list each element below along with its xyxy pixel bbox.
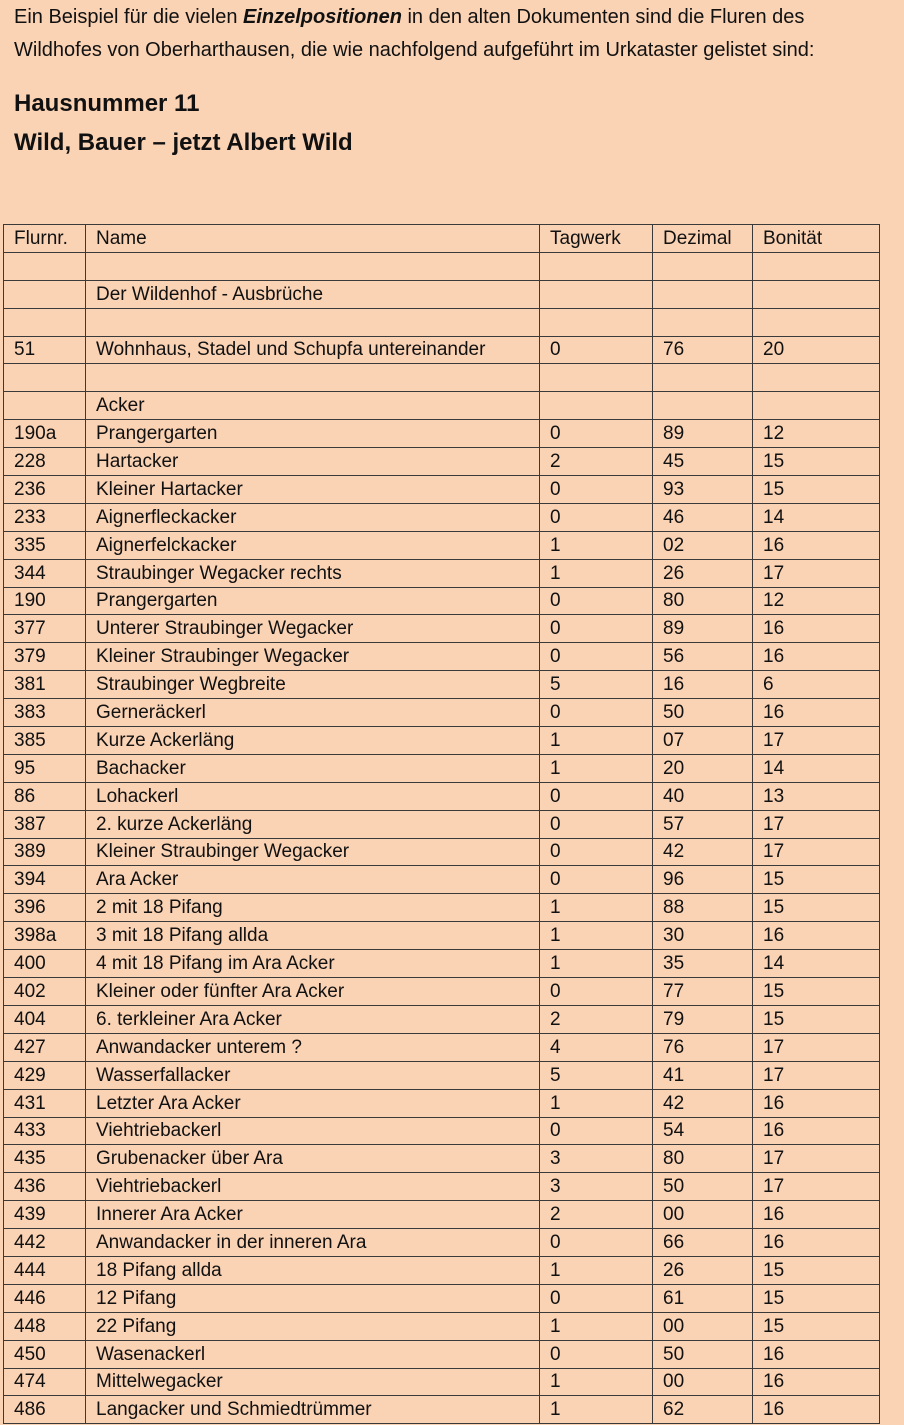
cell-bonitaet: 16 [753, 1089, 880, 1117]
cell-bonitaet: 20 [753, 336, 880, 364]
house-number-heading: Hausnummer 11 [14, 90, 200, 117]
cell-flurnr: 377 [4, 615, 86, 643]
cell-flurnr: 442 [4, 1229, 86, 1257]
table-row [4, 1061, 880, 1089]
cell-bonitaet: 16 [753, 615, 880, 643]
cell-flurnr: 444 [4, 1256, 86, 1284]
cell-tagwerk: 1 [540, 1089, 653, 1117]
cell-bonitaet: 16 [753, 1340, 880, 1368]
cell-flurnr: 474 [4, 1368, 86, 1396]
cell-bonitaet: 17 [753, 1145, 880, 1173]
cell-flurnr: 51 [4, 336, 86, 364]
cell-tagwerk: 0 [540, 838, 653, 866]
table-row [4, 364, 880, 392]
cell-flurnr [4, 392, 86, 420]
cell-dezimal: 76 [653, 1033, 753, 1061]
cell-dezimal: 07 [653, 727, 753, 755]
cell-flurnr: 228 [4, 448, 86, 476]
cell-flurnr: 95 [4, 754, 86, 782]
table-row [4, 1173, 880, 1201]
cell-flurnr: 446 [4, 1284, 86, 1312]
cell-name: Mittelwegacker [86, 1368, 540, 1396]
cell-name: 2 mit 18 Pifang [86, 894, 540, 922]
cell-flurnr [4, 252, 86, 280]
cell-flurnr: 450 [4, 1340, 86, 1368]
cell-name: Letzter Ara Acker [86, 1089, 540, 1117]
cell-dezimal: 50 [653, 1173, 753, 1201]
cell-dezimal: 00 [653, 1368, 753, 1396]
cell-name: Aignerfelckacker [86, 531, 540, 559]
cell-flurnr: 431 [4, 1089, 86, 1117]
cell-dezimal: 80 [653, 587, 753, 615]
table-row [4, 978, 880, 1006]
owner-heading: Wild, Bauer – jetzt Albert Wild [14, 129, 353, 156]
cell-dezimal: 54 [653, 1117, 753, 1145]
cell-flurnr: 402 [4, 978, 86, 1006]
cell-tagwerk: 0 [540, 866, 653, 894]
table-row [4, 727, 880, 755]
cell-bonitaet: 17 [753, 1033, 880, 1061]
cell-bonitaet: 17 [753, 727, 880, 755]
parcel-table-body [4, 225, 880, 1424]
table-row [4, 531, 880, 559]
cell-dezimal: 50 [653, 1340, 753, 1368]
cell-name: Unterer Straubinger Wegacker [86, 615, 540, 643]
cell-bonitaet: 15 [753, 476, 880, 504]
cell-tagwerk: 0 [540, 420, 653, 448]
cell-tagwerk: 3 [540, 1173, 653, 1201]
cell-flurnr: 396 [4, 894, 86, 922]
cell-bonitaet: 16 [753, 1396, 880, 1424]
table-row [4, 280, 880, 308]
table-row [4, 866, 880, 894]
table-row [4, 448, 880, 476]
cell-bonitaet: 13 [753, 782, 880, 810]
cell-tagwerk [540, 364, 653, 392]
cell-flurnr: 236 [4, 476, 86, 504]
table-row [4, 1396, 880, 1424]
cell-name: Kleiner Straubinger Wegacker [86, 643, 540, 671]
table-row [4, 1033, 880, 1061]
cell-tagwerk: 2 [540, 1201, 653, 1229]
cell-tagwerk: 1 [540, 922, 653, 950]
cell-bonitaet: 16 [753, 1368, 880, 1396]
cell-flurnr: 335 [4, 531, 86, 559]
cell-dezimal: 61 [653, 1284, 753, 1312]
cell-tagwerk: 0 [540, 1284, 653, 1312]
cell-name: Lohackerl [86, 782, 540, 810]
cell-flurnr: 436 [4, 1173, 86, 1201]
cell-tagwerk: 1 [540, 1368, 653, 1396]
cell-name: Kleiner Straubinger Wegacker [86, 838, 540, 866]
table-row [4, 615, 880, 643]
cell-tagwerk [540, 252, 653, 280]
cell-dezimal: 20 [653, 754, 753, 782]
cell-tagwerk: 1 [540, 1396, 653, 1424]
cell-name: Straubinger Wegacker rechts [86, 559, 540, 587]
cell-tagwerk: 0 [540, 810, 653, 838]
cell-bonitaet [753, 252, 880, 280]
table-row [4, 1312, 880, 1340]
cell-bonitaet: 15 [753, 1284, 880, 1312]
parcel-table [3, 224, 880, 1424]
cell-tagwerk: 3 [540, 1145, 653, 1173]
cell-bonitaet: 17 [753, 1173, 880, 1201]
cell-name [86, 364, 540, 392]
cell-tagwerk: 0 [540, 1117, 653, 1145]
cell-bonitaet [753, 280, 880, 308]
table-row [4, 420, 880, 448]
table-row [4, 1340, 880, 1368]
cell-dezimal: 50 [653, 699, 753, 727]
cell-bonitaet: 16 [753, 699, 880, 727]
cell-tagwerk: 0 [540, 782, 653, 810]
cell-bonitaet: 17 [753, 559, 880, 587]
cell-dezimal: 00 [653, 1201, 753, 1229]
table-row [4, 643, 880, 671]
cell-flurnr: 379 [4, 643, 86, 671]
header-dezimal: Dezimal [653, 225, 753, 253]
cell-flurnr: 394 [4, 866, 86, 894]
cell-tagwerk [540, 308, 653, 336]
cell-bonitaet: 14 [753, 950, 880, 978]
table-row [4, 559, 880, 587]
table-row [4, 1368, 880, 1396]
cell-name: Bachacker [86, 754, 540, 782]
cell-dezimal: 96 [653, 866, 753, 894]
cell-dezimal: 57 [653, 810, 753, 838]
cell-flurnr: 448 [4, 1312, 86, 1340]
cell-tagwerk: 0 [540, 336, 653, 364]
table-row [4, 754, 880, 782]
cell-dezimal: 42 [653, 1089, 753, 1117]
cell-bonitaet: 15 [753, 448, 880, 476]
cell-flurnr: 385 [4, 727, 86, 755]
cell-dezimal: 45 [653, 448, 753, 476]
cell-tagwerk: 1 [540, 950, 653, 978]
cell-tagwerk: 5 [540, 1061, 653, 1089]
cell-flurnr: 233 [4, 503, 86, 531]
intro-text-line2: Wildhofes von Oberharthausen, die wie nachfolgend aufgeführt im Urkataster gelistet sind: [14, 39, 815, 61]
table-row [4, 392, 880, 420]
cell-name: Kleiner Hartacker [86, 476, 540, 504]
cell-dezimal: 80 [653, 1145, 753, 1173]
table-row [4, 1145, 880, 1173]
cell-flurnr: 427 [4, 1033, 86, 1061]
cell-name: Prangergarten [86, 587, 540, 615]
cell-tagwerk: 0 [540, 476, 653, 504]
cell-flurnr: 433 [4, 1117, 86, 1145]
table-row [4, 1284, 880, 1312]
cell-flurnr [4, 308, 86, 336]
table-row [4, 950, 880, 978]
table-row [4, 1229, 880, 1257]
cell-dezimal: 62 [653, 1396, 753, 1424]
cell-bonitaet: 17 [753, 838, 880, 866]
table-row [4, 503, 880, 531]
cell-bonitaet: 15 [753, 1256, 880, 1284]
cell-dezimal: 66 [653, 1229, 753, 1257]
cell-bonitaet: 6 [753, 671, 880, 699]
cell-dezimal [653, 280, 753, 308]
cell-dezimal: 93 [653, 476, 753, 504]
cell-name: Wohnhaus, Stadel und Schupfa untereinander [86, 336, 540, 364]
cell-name: Anwandacker in der inneren Ara [86, 1229, 540, 1257]
header-tagwerk: Tagwerk [540, 225, 653, 253]
intro-paragraph [14, 1, 904, 67]
cell-dezimal [653, 392, 753, 420]
cell-dezimal: 46 [653, 503, 753, 531]
cell-bonitaet: 14 [753, 503, 880, 531]
cell-dezimal: 77 [653, 978, 753, 1006]
cell-tagwerk: 0 [540, 587, 653, 615]
table-row [4, 476, 880, 504]
intro-emphasis: Einzelpositionen [243, 6, 402, 28]
cell-flurnr: 404 [4, 1005, 86, 1033]
cell-name: Wasenackerl [86, 1340, 540, 1368]
cell-tagwerk: 0 [540, 615, 653, 643]
table-row [4, 1117, 880, 1145]
cell-tagwerk [540, 392, 653, 420]
cell-tagwerk: 0 [540, 978, 653, 1006]
cell-name: Innerer Ara Acker [86, 1201, 540, 1229]
table-row [4, 336, 880, 364]
cell-name: Der Wildenhof - Ausbrüche [86, 280, 540, 308]
cell-tagwerk: 1 [540, 1312, 653, 1340]
cell-name: 22 Pifang [86, 1312, 540, 1340]
cell-name: 2. kurze Ackerläng [86, 810, 540, 838]
cell-bonitaet: 12 [753, 420, 880, 448]
cell-name: Gerneräckerl [86, 699, 540, 727]
cell-name: Kleiner oder fünfter Ara Acker [86, 978, 540, 1006]
cell-dezimal: 79 [653, 1005, 753, 1033]
cell-dezimal: 56 [653, 643, 753, 671]
table-row [4, 699, 880, 727]
cell-tagwerk: 5 [540, 671, 653, 699]
cell-bonitaet: 16 [753, 1229, 880, 1257]
cell-dezimal: 02 [653, 531, 753, 559]
cell-tagwerk: 1 [540, 754, 653, 782]
cell-tagwerk: 1 [540, 559, 653, 587]
cell-tagwerk: 1 [540, 1256, 653, 1284]
cell-tagwerk [540, 280, 653, 308]
cell-name: Grubenacker über Ara [86, 1145, 540, 1173]
cell-dezimal [653, 308, 753, 336]
cell-name [86, 308, 540, 336]
cell-name: Viehtriebackerl [86, 1173, 540, 1201]
cell-flurnr: 400 [4, 950, 86, 978]
cell-dezimal [653, 364, 753, 392]
cell-flurnr: 383 [4, 699, 86, 727]
table-row [4, 671, 880, 699]
cell-tagwerk: 1 [540, 727, 653, 755]
cell-flurnr: 435 [4, 1145, 86, 1173]
cell-flurnr: 190a [4, 420, 86, 448]
cell-tagwerk: 0 [540, 699, 653, 727]
table-row [4, 922, 880, 950]
cell-bonitaet: 15 [753, 978, 880, 1006]
cell-dezimal: 40 [653, 782, 753, 810]
cell-bonitaet: 16 [753, 1201, 880, 1229]
cell-bonitaet: 16 [753, 531, 880, 559]
cell-flurnr [4, 280, 86, 308]
cell-flurnr: 389 [4, 838, 86, 866]
cell-flurnr: 344 [4, 559, 86, 587]
cell-name: 18 Pifang allda [86, 1256, 540, 1284]
cell-name: Langacker und Schmiedtrümmer [86, 1396, 540, 1424]
intro-text-start: Ein Beispiel für die vielen [14, 6, 244, 28]
cell-dezimal: 26 [653, 1256, 753, 1284]
cell-dezimal: 35 [653, 950, 753, 978]
cell-bonitaet: 15 [753, 1005, 880, 1033]
cell-dezimal: 16 [653, 671, 753, 699]
cell-flurnr: 86 [4, 782, 86, 810]
cell-dezimal: 76 [653, 336, 753, 364]
cell-tagwerk: 0 [540, 643, 653, 671]
cell-name [86, 252, 540, 280]
cell-name: Anwandacker unterem ? [86, 1033, 540, 1061]
cell-tagwerk: 0 [540, 503, 653, 531]
cell-tagwerk: 0 [540, 1229, 653, 1257]
table-row [4, 810, 880, 838]
cell-bonitaet [753, 308, 880, 336]
cell-bonitaet: 14 [753, 754, 880, 782]
cell-flurnr: 486 [4, 1396, 86, 1424]
intro-text-end: in den alten Dokumenten sind die Fluren des [401, 6, 805, 28]
cell-bonitaet: 12 [753, 587, 880, 615]
table-row [4, 252, 880, 280]
cell-tagwerk: 2 [540, 1005, 653, 1033]
cell-name: Viehtriebackerl [86, 1117, 540, 1145]
cell-flurnr: 429 [4, 1061, 86, 1089]
cell-bonitaet [753, 392, 880, 420]
cell-tagwerk: 1 [540, 894, 653, 922]
cell-tagwerk: 2 [540, 448, 653, 476]
cell-bonitaet: 16 [753, 643, 880, 671]
cell-flurnr: 387 [4, 810, 86, 838]
table-row [4, 838, 880, 866]
cell-bonitaet: 16 [753, 922, 880, 950]
cell-flurnr: 190 [4, 587, 86, 615]
table-row [4, 894, 880, 922]
cell-flurnr: 398a [4, 922, 86, 950]
cell-name: Hartacker [86, 448, 540, 476]
cell-bonitaet: 17 [753, 1061, 880, 1089]
table-header-row [4, 225, 880, 253]
cell-tagwerk: 4 [540, 1033, 653, 1061]
cell-tagwerk: 1 [540, 531, 653, 559]
cell-dezimal [653, 252, 753, 280]
cell-bonitaet [753, 364, 880, 392]
table-row [4, 587, 880, 615]
cell-name: Acker [86, 392, 540, 420]
header-name: Name [86, 225, 540, 253]
cell-bonitaet: 15 [753, 1312, 880, 1340]
cell-dezimal: 88 [653, 894, 753, 922]
cell-name: Ara Acker [86, 866, 540, 894]
table-row [4, 308, 880, 336]
table-row [4, 1089, 880, 1117]
cell-name: Aignerfleckacker [86, 503, 540, 531]
cell-dezimal: 00 [653, 1312, 753, 1340]
cell-flurnr [4, 364, 86, 392]
cell-name: 6. terkleiner Ara Acker [86, 1005, 540, 1033]
cell-name: 12 Pifang [86, 1284, 540, 1312]
cell-dezimal: 41 [653, 1061, 753, 1089]
cell-bonitaet: 15 [753, 866, 880, 894]
table-row [4, 1005, 880, 1033]
cell-dezimal: 89 [653, 420, 753, 448]
cell-name: Wasserfallacker [86, 1061, 540, 1089]
table-row [4, 1201, 880, 1229]
cell-name: 4 mit 18 Pifang im Ara Acker [86, 950, 540, 978]
cell-bonitaet: 17 [753, 810, 880, 838]
cell-dezimal: 89 [653, 615, 753, 643]
cell-dezimal: 26 [653, 559, 753, 587]
cell-bonitaet: 16 [753, 1117, 880, 1145]
cell-name: 3 mit 18 Pifang allda [86, 922, 540, 950]
header-flurnr: Flurnr. [4, 225, 86, 253]
table-row [4, 782, 880, 810]
cell-name: Straubinger Wegbreite [86, 671, 540, 699]
cell-dezimal: 30 [653, 922, 753, 950]
cell-tagwerk: 0 [540, 1340, 653, 1368]
cell-name: Prangergarten [86, 420, 540, 448]
cell-name: Kurze Ackerläng [86, 727, 540, 755]
cell-dezimal: 42 [653, 838, 753, 866]
cell-bonitaet: 15 [753, 894, 880, 922]
cell-flurnr: 439 [4, 1201, 86, 1229]
table-row [4, 1256, 880, 1284]
cell-flurnr: 381 [4, 671, 86, 699]
header-bonitaet: Bonität [753, 225, 880, 253]
